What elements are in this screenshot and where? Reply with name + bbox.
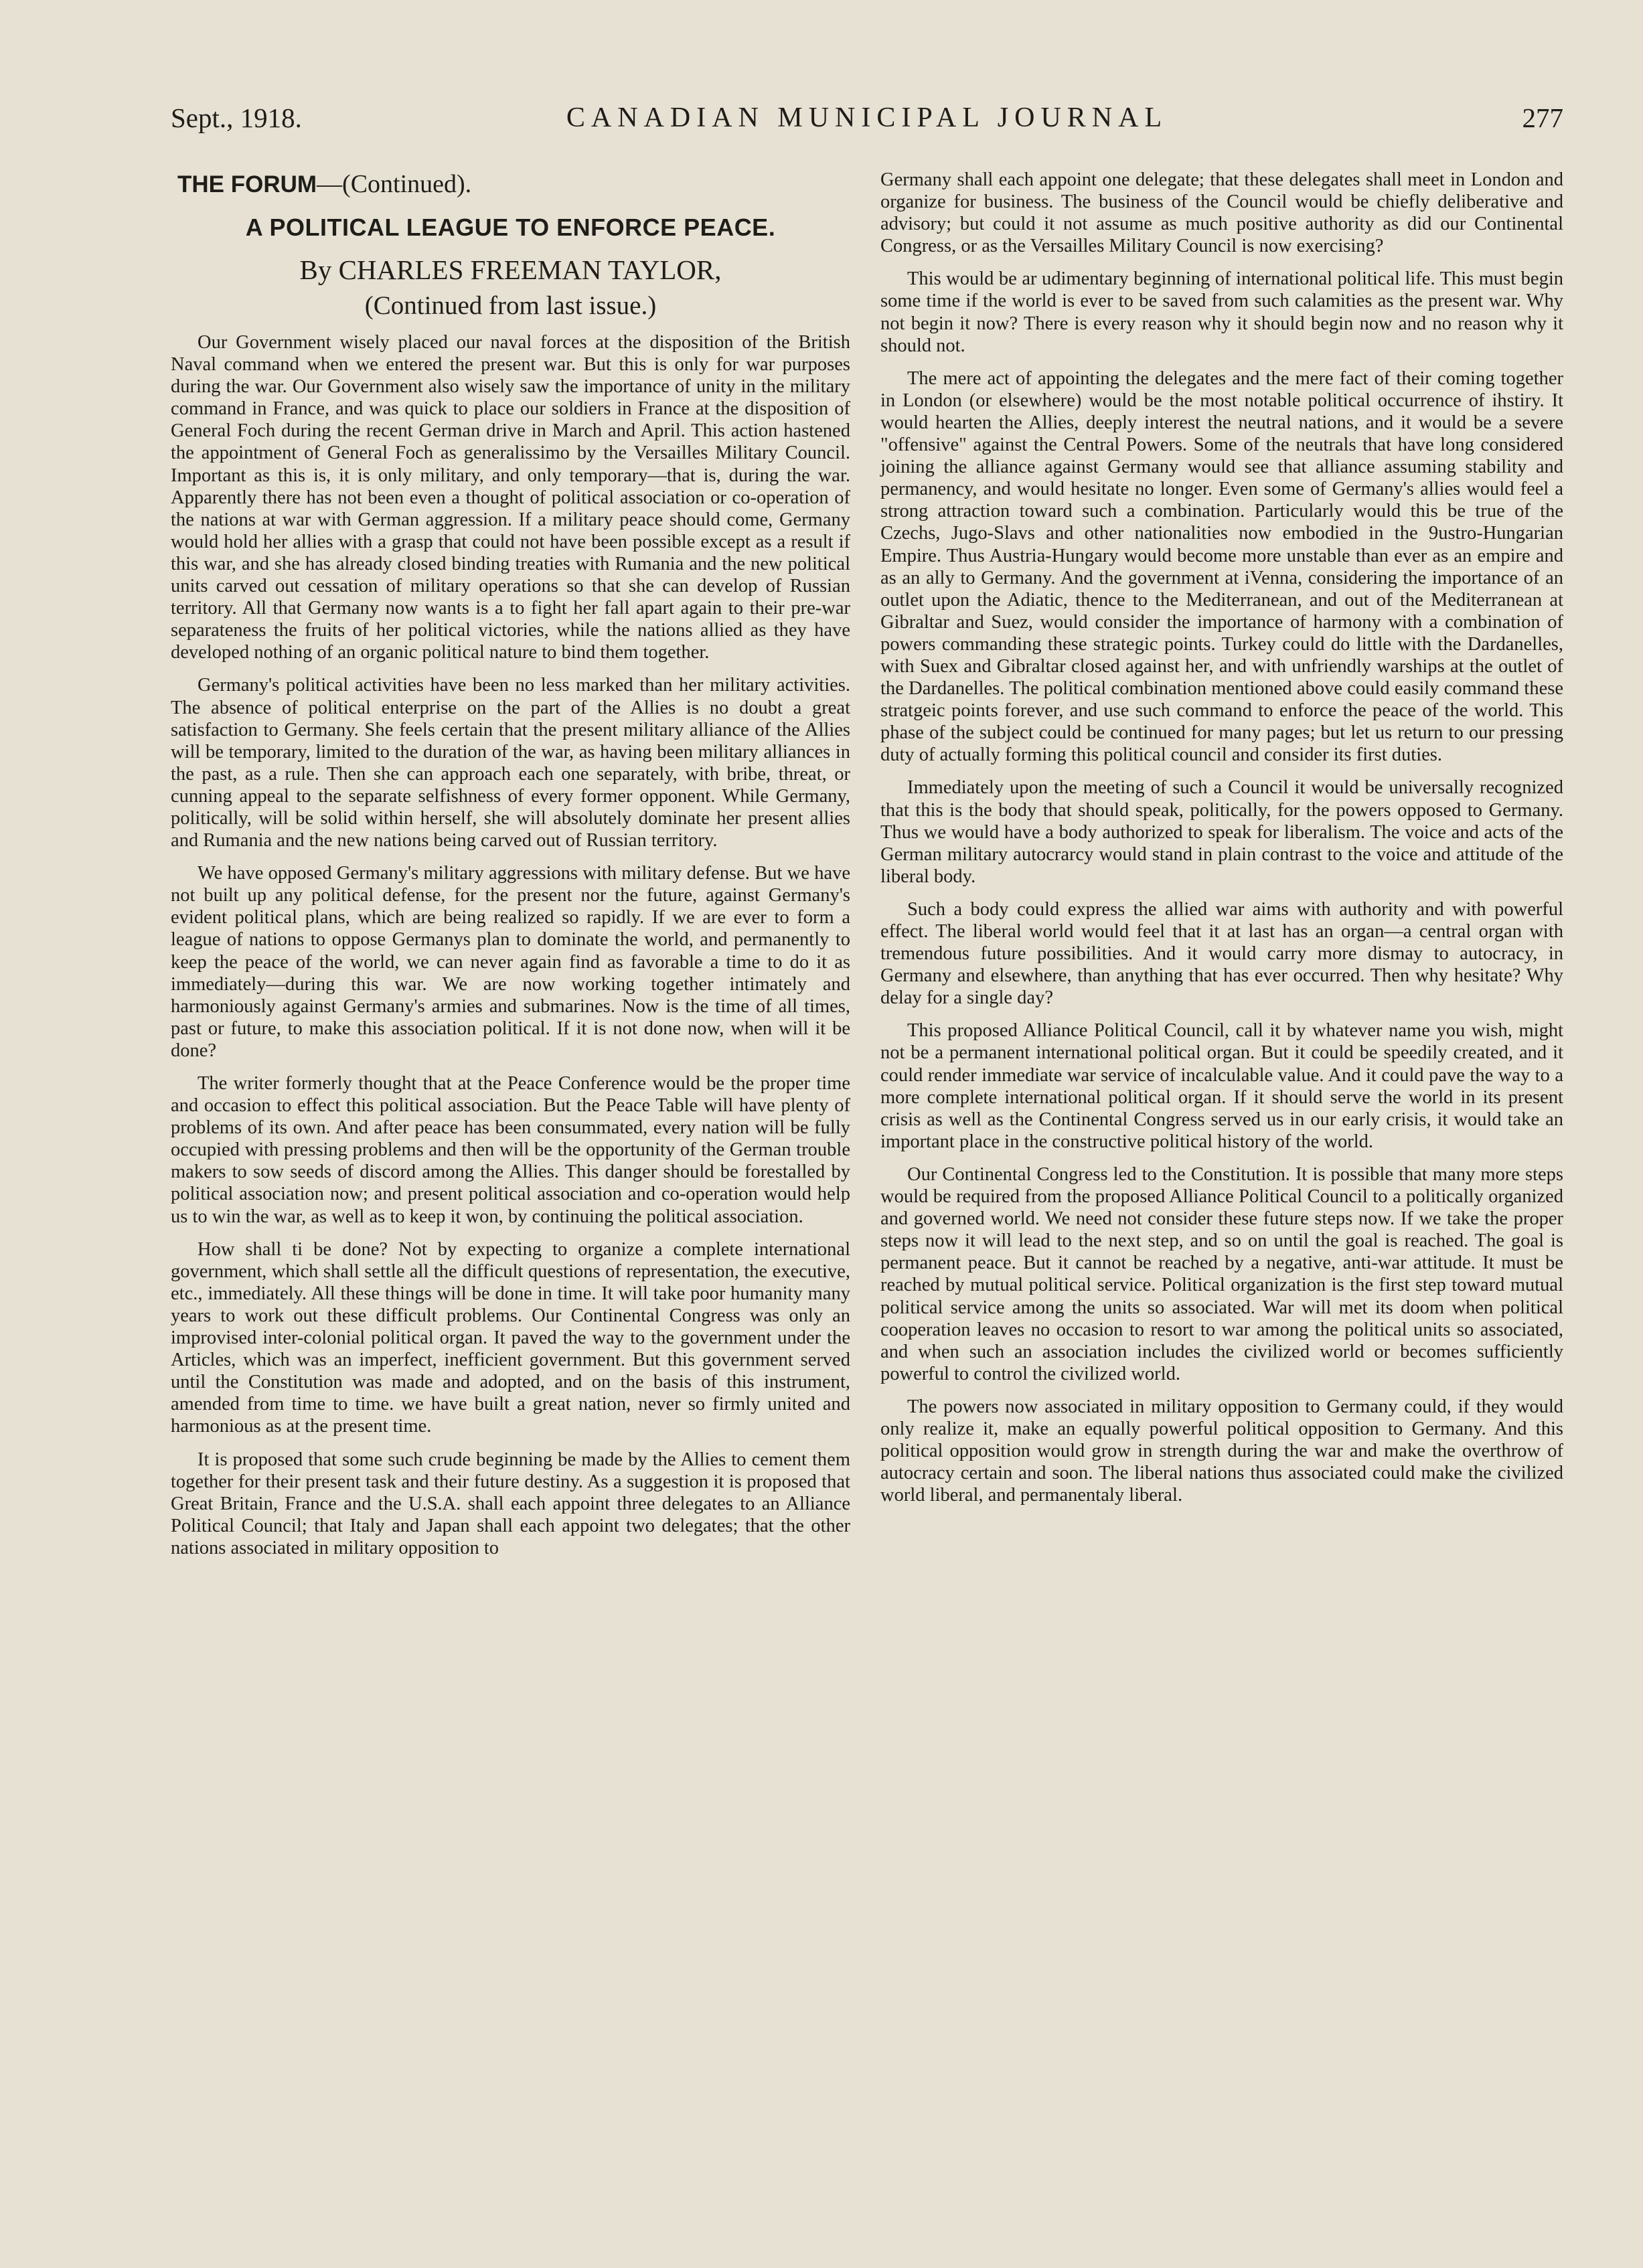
running-head: [171, 102, 1563, 142]
paragraph: Our Government wisely placed our naval forces at the disposition of the British Naval command when we entered the present war. But this is only for war purposes during the war. Our Government also wisely saw the importance of unity in the military command in France, and was quick to place our soldiers in France at the disposition of General Foch during the recent German drive in March and April. This action hastened the appointment of General Foch as generalissimo by the Versailles Military Council. Important as this is, it is only military, and only temporary—that is, during the war. Apparently there has not been even a thought of political association or co-operation of the nations at war with German aggression. If a military peace should come, Germany would hold her allies with a grasp that could not have been possible except as a result if this war, and she has already closed binding treaties with Rumania and the new political units carved out cessation of military operations so that she can develop of Russian territory. All that Germany now wants is a to fight her fall apart again to their pre-war separateness the fruits of her political victories, while the nations allied as they have developed nothing of an organic political nature to bind them together.: [171, 332, 850, 663]
paragraph: Germany shall each appoint one delegate; that these delegates shall meet in London and organize for business. The business of the Council would be chiefly deliberative and advisory; but could it not assume as much positive authority as did our Continental Congress, or as the Versailles Military Council is now exercising?: [880, 169, 1563, 257]
byline: By CHARLES FREEMAN TAYLOR,: [299, 254, 722, 285]
paragraph: Germany's political activities have been no less marked than her military activities. The absence of political enterprise on the part of the Allies is no doubt a great satisfaction to Germany. She feels certain that the present military alliance of the Allies will be temporary, limited to the duration of the war, as having been military alliances in the past, as a rule. Then she can approach each one separately, with bribe, threat, or cunning appeal to the separate selfishness of every former opponent. While Germany, politically, will be solid within herself, she will absolutely dominate her present allies and Rumania and the new nations being carved out of Russian territory.: [171, 675, 850, 852]
paragraph: Our Continental Congress led to the Constitution. It is possible that many more steps would be required from the proposed Alliance Political Council to a politically organized and governed world. We need not consider these future steps now. If we take the proper steps now it will lead to the next step, and so on until the goal is reached. The goal is permanent peace. But it cannot be reached by a negative, anti-war attitude. It must be reached by mutual political service. Political organization is the first step toward mutual political service among the units so associated. War will met its doom when political cooperation leaves no occasion to resort to war among the political units so associated, and when such an association includes the civilized world or becomes sufficiently powerful to control the civilized world.: [880, 1163, 1563, 1384]
section-suffix: —(Continued).: [317, 170, 472, 198]
paragraph: Immediately upon the meeting of such a Council it would be universally recognized that this is the body that should speak, politically, for the powers opposed to Germany. Thus we would have a body authorized to speak for liberalism. The voice and acts of the German military autocrarcy would stand in plain contrast to the voice and attitude of the liberal body.: [880, 777, 1563, 887]
paragraph: The mere act of appointing the delegates and the mere fact of their coming together in London (or elsewhere) would be the most notable political occurrence of ihstiry. It would hearten the Allies, deeply interest the neutral nations, and it would be a severe "offensive" against the Central Powers. Some of the neutrals that have long considered joining the alliance against Germany would see that alliance assuming stability and permanency, and would hesitate no longer. Even some of Germany's allies would feel a strong attraction toward such a combination. Particularly would this be true of the Czechs, Jugo-Slavs and other nationalities now embodied in the 9ustro-Hungarian Empire. Thus Austria-Hungary would become more unstable than ever as an empire and as an ally to Germany. And the government at iVenna, considering the importance of an outlet upon the Adiatic, thence to the Mediterranean, and out of the Mediterranean at Gibraltar and Suez, would consider the importance of harmony with a combination of powers commanding these strategic points. Turkey could do little with the Dardanelles, with Suex and Gibraltar closed against her, and with unfriendly warships at the outlet of the Dardanelles. The political combination mentioned above could easily command these stratgeic points forever, and use such command to enforce the peace of the world. This phase of the subject could be continued for many pages; but let us return to our pressing duty of actually forming this political council and consider its first duties.: [880, 368, 1563, 766]
journal-title: CANADIAN MUNICIPAL JOURNAL: [566, 102, 1168, 133]
paragraph: It is proposed that some such crude beginning be made by the Allies to cement them together for their present task and their future destiny. As a suggestion it is proposed that Great Britain, France and the U.S.A. shall each appoint three delegates to an Alliance Political Council; that Italy and Japan shall each appoint two delegates; that the other nations associated in military opposition to: [171, 1449, 850, 1558]
section-name: THE FORUM: [177, 171, 317, 197]
paragraph: This proposed Alliance Political Council, call it by whatever name you wish, might not be a permanent international political organ. But it could be speedily created, and it could render immediate war service of incalculable value. And it could pave the way to a more complete international political organ. If it should serve the world in its present crisis as well as the Continental Congress served us in our early crisis, it would take an important place in the constructive political history of the world.: [880, 1020, 1563, 1152]
issue-date: Sept., 1918.: [171, 102, 302, 133]
left-column: [171, 169, 850, 1570]
page-number: 277: [1522, 102, 1563, 133]
right-column: [880, 169, 1563, 1517]
paragraph: The writer formerly thought that at the Peace Conference would be the proper time and occasion to effect this political association. But the Peace Table will have plenty of problems of its own. And after peace has been consummated, every nation will be fully occupied with pressing problems and then will be the opportunity of the German trouble makers to sow seeds of discord among the Allies. This danger should be forestalled by political association now; and present political association and co-operation would help us to win the war, as well as to keep it won, by continuing the political association.: [171, 1073, 850, 1227]
article-title: A POLITICAL LEAGUE TO ENFORCE PEACE.: [245, 214, 776, 241]
paragraph: We have opposed Germany's military aggressions with military defense. But we have not built up any political defense, for the present nor the future, against Germany's evident political plans, which are being realized so rapidly. If we are ever to form a league of nations to oppose Germanys plan to dominate the world, and permanently to keep the peace of the world, we can never again find as favorable a time to do it as immediately—during this war. We are now working together intimately and harmoniously against Germany's armies and submarines. Now is the time of all times, past or future, to make this association political. If it is not done now, when will it be done?: [171, 863, 850, 1061]
paragraph: The powers now associated in military opposition to Germany could, if they would only realize it, make an equally powerful political opposition to Germany. And this political opposition would grow in strength during the war and make the overthrow of autocracy certain and soon. The liberal nations thus associated could make the civilized world liberal, and permanentaly liberal.: [880, 1396, 1563, 1506]
paragraph: Such a body could express the allied war aims with authority and with powerful effect. The liberal world would feel that it at last has an organ—a central organ with tremendous future possibilities. And it would carry more dismay to autocracy, in Germany and elsewhere, than anything that has ever occurred. Then why hesitate? Why delay for a single day?: [880, 898, 1563, 1009]
continued-note: (Continued from last issue.): [364, 291, 657, 320]
paragraph: How shall ti be done? Not by expecting to organize a complete international government, which shall settle all the difficult questions of representation, the executive, etc., immediately. All these things will be done in time. It will take poor humanity many years to work out these difficult problems. Our Continental Congress was only an improvised inter-colonial political organ. It paved the way to the government under the Articles, which was an imperfect, inefficient government. But this government served until the Constitution was made and adopted, and on the basis of this instrument, amended from time to time. we have built a great nation, never so firmly united and harmonious as at the present time.: [171, 1238, 850, 1437]
section-heading: [177, 169, 850, 200]
paragraph: This would be ar udimentary beginning of international political life. This must begin some time if the world is ever to be saved from such calamities as the present war. Why not begin it now? There is every reason why it should begin now and no reason why it should not.: [880, 268, 1563, 356]
